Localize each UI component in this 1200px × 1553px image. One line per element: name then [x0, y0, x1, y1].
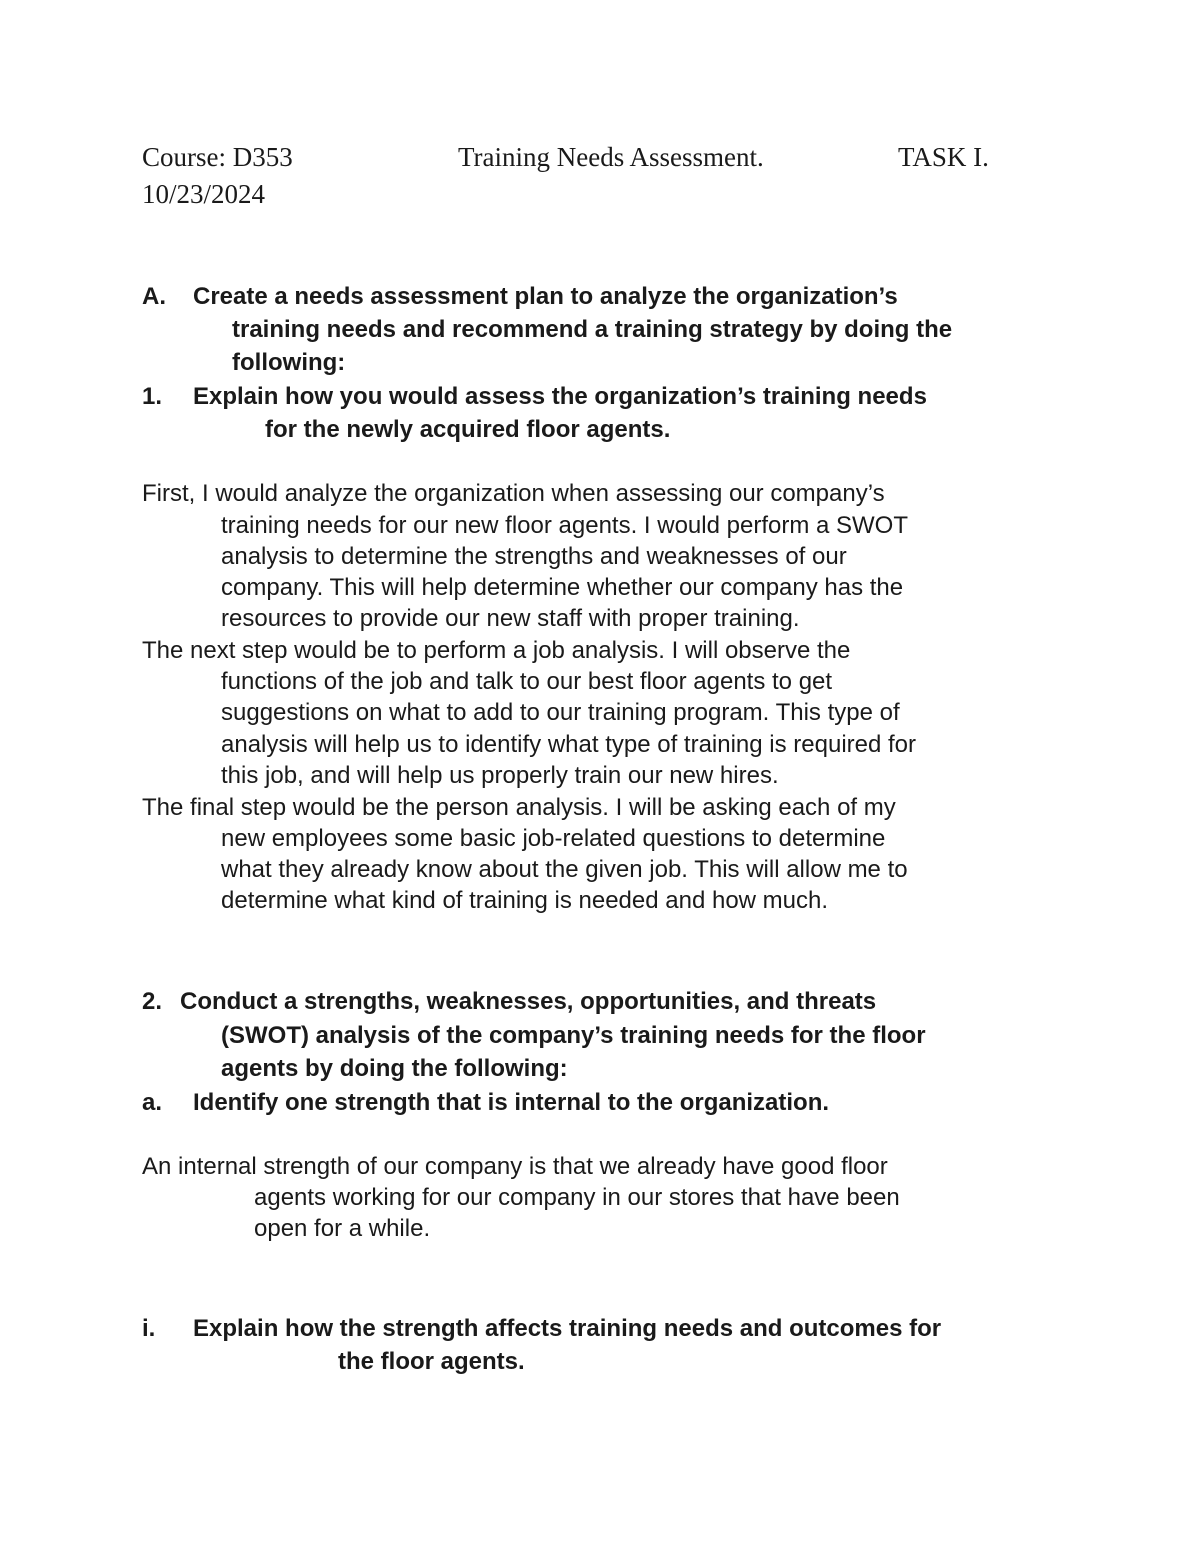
answer-1-paragraph-line: The next step would be to perform a job analysis. I will observe the	[142, 637, 851, 664]
answer-1-paragraph-line: this job, and will help us properly train our new hires.	[221, 762, 779, 789]
item-2-marker: 2.	[142, 988, 163, 1015]
answer-1-paragraph-line: company. This will help determine whether our company has the	[221, 574, 904, 601]
document-date: 10/23/2024	[142, 179, 266, 209]
item-2ai-heading-line: Explain how the strength affects training needs and outcomes for	[193, 1315, 942, 1342]
answer-2a-line: agents working for our company in our stores that have been	[254, 1184, 900, 1211]
answer-2a-line: An internal strength of our company is that we already have good floor	[142, 1153, 888, 1180]
answer-1-paragraph-line: resources to provide our new staff with proper training.	[221, 605, 800, 632]
section-a-heading-line: following:	[232, 349, 346, 376]
item-2-heading-line: (SWOT) analysis of the company’s training needs for the floor	[221, 1022, 926, 1049]
answer-1-paragraph-line: training needs for our new floor agents. I would perform a SWOT	[221, 512, 908, 539]
course-label: Course: D353	[142, 142, 293, 172]
item-1-marker: 1.	[142, 383, 163, 410]
answer-1-paragraph-line: functions of the job and talk to our best floor agents to get	[221, 668, 833, 695]
item-2ai-marker: i.	[142, 1315, 156, 1342]
section-a-heading-line: training needs and recommend a training strategy by doing the	[232, 316, 953, 343]
item-2a-heading-line: Identify one strength that is internal to the organization.	[193, 1089, 830, 1116]
answer-1-paragraph-line: analysis to determine the strengths and weaknesses of our	[221, 543, 847, 570]
item-2-heading-line: agents by doing the following:	[221, 1055, 568, 1082]
answer-1-paragraph-line: suggestions on what to add to our training program. This type of	[221, 699, 900, 726]
answer-1-paragraph-line: determine what kind of training is needed and how much.	[221, 887, 829, 914]
section-a-heading-line: Create a needs assessment plan to analyze the organization’s	[193, 283, 898, 310]
document-title: Training Needs Assessment.	[458, 142, 764, 172]
answer-1-paragraph-line: new employees some basic job-related questions to determine	[221, 825, 886, 852]
answer-1-paragraph-line: analysis will help us to identify what type of training is required for	[221, 731, 917, 758]
answer-1-paragraph-line: First, I would analyze the organization when assessing our company’s	[142, 480, 885, 507]
item-2-heading-line: Conduct a strengths, weaknesses, opportunities, and threats	[180, 988, 877, 1015]
answer-1-paragraph-line: what they already know about the given job. This will allow me to	[221, 856, 908, 883]
section-a-marker: A.	[142, 283, 166, 310]
answer-2a-line: open for a while.	[254, 1215, 431, 1242]
item-1-heading-line: for the newly acquired floor agents.	[265, 416, 671, 443]
item-2a-marker: a.	[142, 1089, 163, 1116]
answer-1-paragraph-line: The final step would be the person analysis. I will be asking each of my	[142, 794, 896, 821]
task-label: TASK I.	[898, 142, 989, 172]
item-2ai-heading-line: the floor agents.	[338, 1348, 525, 1375]
item-1-heading-line: Explain how you would assess the organization’s training needs	[193, 383, 927, 410]
